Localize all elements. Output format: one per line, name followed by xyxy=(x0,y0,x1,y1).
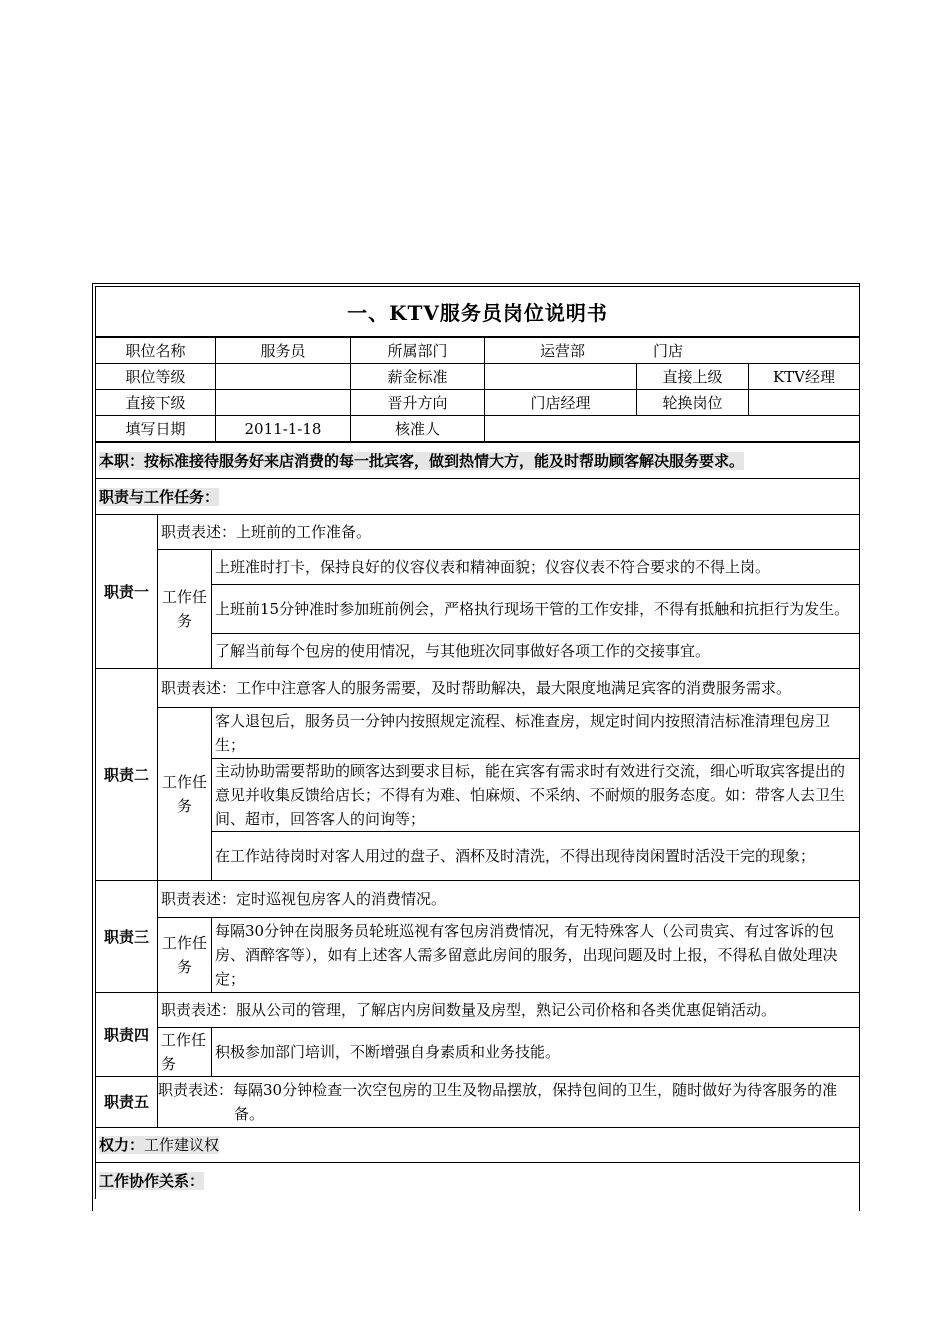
duty-1-task-1: 上班准时打卡，保持良好的仪容仪表和精神面貌；仪容仪表不符合要求的不得上岗。 xyxy=(212,550,860,585)
task-label: 工作任务 xyxy=(158,550,212,669)
dept-value xyxy=(485,338,860,364)
salary-label: 薪金标准 xyxy=(351,364,485,390)
duty-3-desc: 职责表述：定时巡视包房客人的消费情况。 xyxy=(158,881,860,918)
rotation-label: 轮换岗位 xyxy=(637,390,749,416)
duty-row xyxy=(96,669,860,708)
main-duty-text: 本职：按标准接待服务好来店消费的每一批宾客，做到热情大方，能及时帮助顾客解决服务要求。 xyxy=(99,451,745,470)
duty-5-desc: 职责表述：每隔30分钟检查一次空包房的卫生及物品摆放，保持包间的卫生，随时做好为待客服务的准备。 xyxy=(158,1077,860,1128)
info-row xyxy=(96,390,860,416)
promotion-label: 晋升方向 xyxy=(351,390,485,416)
approver-label: 核准人 xyxy=(351,416,485,442)
main-duty xyxy=(96,443,860,479)
level-label: 职位等级 xyxy=(96,364,216,390)
duties-heading: 职责与工作任务： xyxy=(96,479,860,515)
duty-1-task-3: 了解当前每个包房的使用情况，与其他班次同事做好各项工作的交接事宜。 xyxy=(212,634,860,669)
authority-row xyxy=(96,1128,860,1163)
dept-name: 运营部 xyxy=(540,341,586,360)
duty-2-task-2: 主动协助需要帮助的顾客达到要求目标，能在宾客有需求时有效进行交流，细心听取宾客提出的意见并收集反馈给店长；不得有为难、怕麻烦、不采纳、不耐烦的服务态度。如：带客人去卫生间、超市，回答客人的问询等； xyxy=(212,759,860,832)
rotation-value xyxy=(749,390,860,416)
duty-2-label: 职责二 xyxy=(96,669,158,881)
duty-1-desc: 职责表述：上班前的工作准备。 xyxy=(158,515,860,550)
promotion-value: 门店经理 xyxy=(485,390,637,416)
duty-2-desc: 职责表述：工作中注意客人的服务需要，及时帮助解决，最大限度地满足宾客的消费服务需求。 xyxy=(158,669,860,708)
authority xyxy=(96,1128,860,1163)
duty-row xyxy=(96,1077,860,1128)
duty-row xyxy=(96,993,860,1028)
task-label: 工作任务 xyxy=(158,708,212,881)
duty-4-label: 职责四 xyxy=(96,993,158,1077)
job-description-document xyxy=(92,283,860,1211)
dept-extra: 门店 xyxy=(653,341,684,360)
duty-5-label: 职责五 xyxy=(96,1077,158,1128)
duty-2-task-1: 客人退包后，服务员一分钟内按照规定流程、标准查房，规定时间内按照清洁标准清理包房卫生； xyxy=(212,708,860,759)
main-duty-row xyxy=(96,443,860,479)
position-name-value: 服务员 xyxy=(216,338,351,364)
superior-label: 直接上级 xyxy=(637,364,749,390)
info-row xyxy=(96,364,860,390)
duty-4-desc: 职责表述：服从公司的管理，了解店内房间数量及房型，熟记公司价格和各类优惠促销活动。 xyxy=(158,993,860,1028)
authority-text: 工作建议权 xyxy=(144,1136,220,1154)
duties-heading-row xyxy=(96,479,860,515)
duty-1-label: 职责一 xyxy=(96,515,158,669)
authority-label: 权力： xyxy=(99,1136,145,1154)
subordinate-value xyxy=(216,390,351,416)
duty-4-task-1: 积极参加部门培训，不断增强自身素质和业务技能。 xyxy=(212,1028,860,1077)
salary-value xyxy=(485,364,637,390)
subordinate-label: 直接下级 xyxy=(96,390,216,416)
duty-table xyxy=(95,442,860,1199)
position-name-label: 职位名称 xyxy=(96,338,216,364)
fill-date-label: 填写日期 xyxy=(96,416,216,442)
task-label: 工作任务 xyxy=(158,918,212,993)
superior-value: KTV经理 xyxy=(749,364,860,390)
duty-3-label: 职责三 xyxy=(96,881,158,993)
approver-value xyxy=(485,416,860,442)
fill-date-value: 2011-1-18 xyxy=(216,416,351,442)
task-label: 工作任务 xyxy=(158,1028,212,1077)
document-title: 一、KTV服务员岗位说明书 xyxy=(95,286,859,337)
cooperation-row xyxy=(96,1163,860,1200)
duty-row xyxy=(96,515,860,550)
duty-1-task-2: 上班前15分钟准时参加班前例会，严格执行现场干管的工作安排，不得有抵触和抗拒行为发生。 xyxy=(212,585,860,634)
cooperation-heading: 工作协作关系： xyxy=(96,1163,860,1200)
info-row xyxy=(96,416,860,442)
duty-row xyxy=(96,881,860,918)
info-table xyxy=(95,337,860,442)
info-row xyxy=(96,338,860,364)
duty-2-task-3: 在工作站待岗时对客人用过的盘子、酒杯及时清洗，不得出现待岗闲置时活没干完的现象； xyxy=(212,832,860,881)
dept-label: 所属部门 xyxy=(351,338,485,364)
duty-3-task-1: 每隔30分钟在岗服务员轮班巡视有客包房消费情况，有无特殊客人（公司贵宾、有过客诉的包房、酒醉客等），如有上述客人需多留意此房间的服务，出现问题及时上报，不得私自做处理决定； xyxy=(212,918,860,993)
level-value xyxy=(216,364,351,390)
